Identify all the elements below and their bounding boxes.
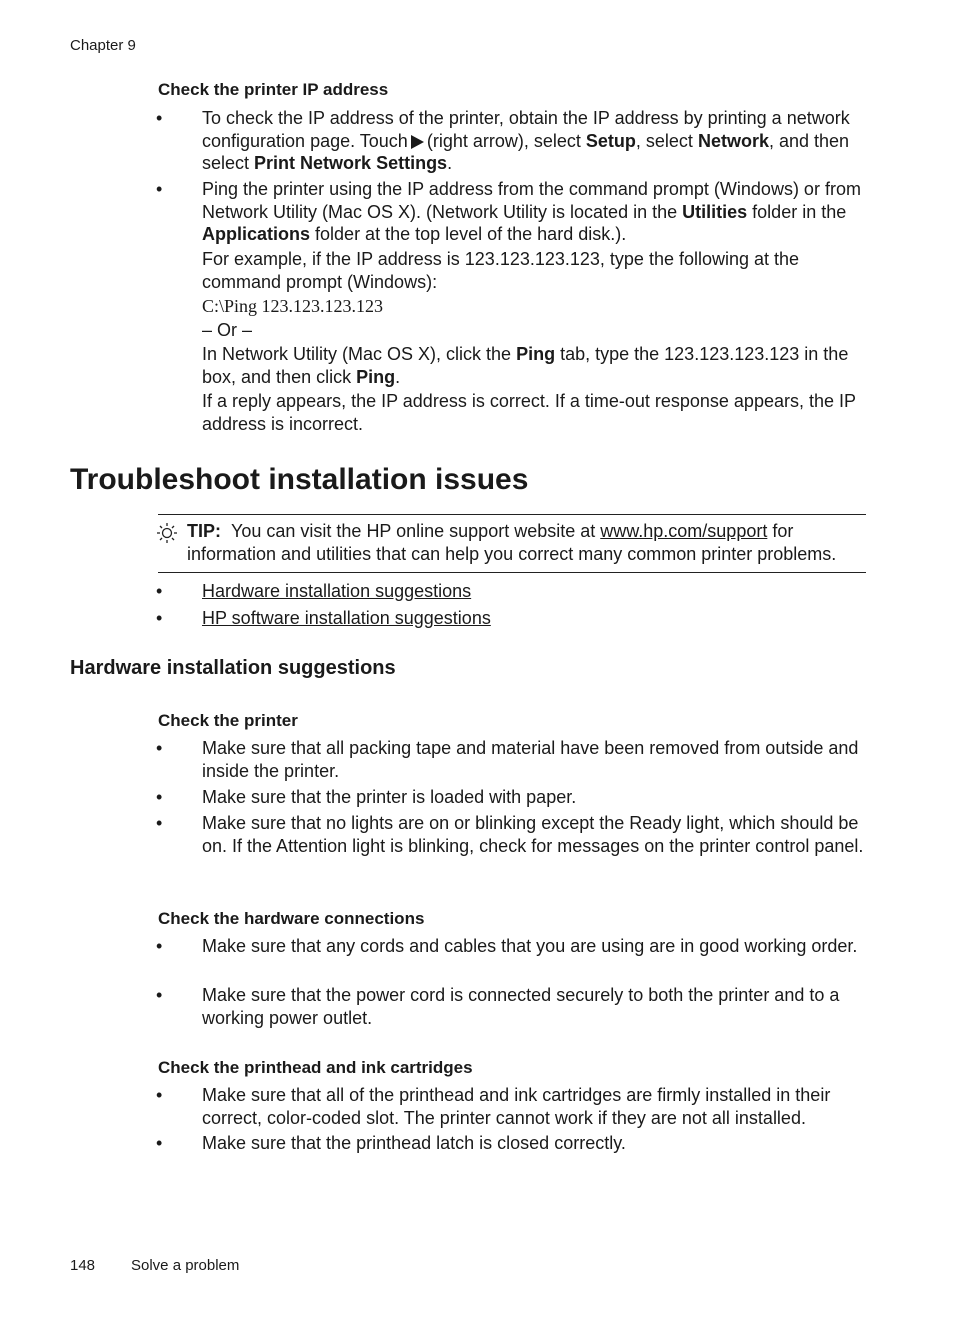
tip-top-rule — [158, 514, 866, 515]
tip-text: TIP: You can visit the HP online support website at www.hp.com/support for information and utilities that can help you correct many common printer problems. — [187, 521, 837, 564]
right-arrow-icon — [411, 135, 424, 149]
bullet-dot: • — [156, 1085, 163, 1105]
hardware-suggestions-link[interactable]: Hardware installation suggestions — [202, 581, 472, 601]
list-item: Make sure that the printhead latch is closed correctly. — [202, 1133, 626, 1153]
check-printer-heading: Check the printer — [158, 711, 298, 730]
or-text: – Or – — [202, 320, 253, 340]
bullet-dot: • — [156, 179, 163, 199]
link-item — [202, 580, 867, 603]
page-title: Troubleshoot installation issues — [70, 463, 529, 496]
list-item: Make sure that any cords and cables that you are using are in good working order. — [202, 936, 858, 956]
ip-heading: Check the printer IP address — [158, 80, 389, 99]
command-text: C:\Ping 123.123.123.123 — [202, 296, 384, 316]
ip-bullet-2: Ping the printer using the IP address from the command prompt (Windows) or from Network Utility (Mac OS X). (Network Utility is located in the Utilities folder in the Applications folder at the top level of the hard disk.). — [202, 179, 861, 244]
bullet-dot: • — [156, 1133, 163, 1153]
list-item: Make sure that the printer is loaded with paper. — [202, 787, 577, 807]
bullet-dot: • — [156, 936, 163, 956]
list-item: Make sure that the power cord is connected securely to both the printer and to a working power outlet. — [202, 985, 840, 1028]
bullet-dot: • — [156, 581, 163, 601]
link-item — [202, 607, 867, 630]
software-suggestions-link[interactable]: HP software installation suggestions — [202, 608, 491, 628]
bullet-dot: • — [156, 787, 163, 807]
hp-support-link[interactable]: www.hp.com/support — [600, 521, 768, 541]
mac-text: In Network Utility (Mac OS X), click the Ping tab, type the 123.123.123.123 in the box, and then click Ping. — [202, 344, 849, 387]
reply-text: If a reply appears, the IP address is correct. If a time-out response appears, the IP address is incorrect. — [202, 391, 856, 434]
bullet-dot: • — [156, 985, 163, 1005]
check-connections-heading: Check the hardware connections — [158, 909, 425, 928]
list-item: Make sure that all of the printhead and ink cartridges are firmly installed in their correct, color-coded slot. The printer cannot work if they are not all installed. — [202, 1085, 831, 1128]
tip-bottom-rule — [158, 572, 866, 573]
example-text: For example, if the IP address is 123.123.123.123, type the following at the command prompt (Windows): — [202, 249, 800, 292]
footer-section: Solve a problem — [131, 1257, 240, 1274]
page-number: 148 — [70, 1257, 96, 1274]
bullet-dot: • — [156, 108, 163, 128]
list-item: Make sure that no lights are on or blinking except the Ready light, which should be on. If the Attention light is blinking, check for messages on the printer control panel. — [202, 813, 864, 856]
bullet-dot: • — [156, 608, 163, 628]
hardware-heading: Hardware installation suggestions — [70, 657, 396, 679]
ip-bullet-1: To check the IP address of the printer, obtain the IP address by printing a network configuration page. Touch (right arrow), select Setup, select Network, and then select Print Network Settings. — [202, 108, 850, 173]
list-item: Make sure that all packing tape and material have been removed from outside and inside the printer. — [202, 738, 859, 781]
bullet-dot: • — [156, 738, 163, 758]
chapter-label: Chapter 9 — [70, 37, 136, 54]
check-printhead-heading: Check the printhead and ink cartridges — [158, 1058, 473, 1077]
lightbulb-icon — [156, 521, 178, 545]
bullet-dot: • — [156, 813, 163, 833]
